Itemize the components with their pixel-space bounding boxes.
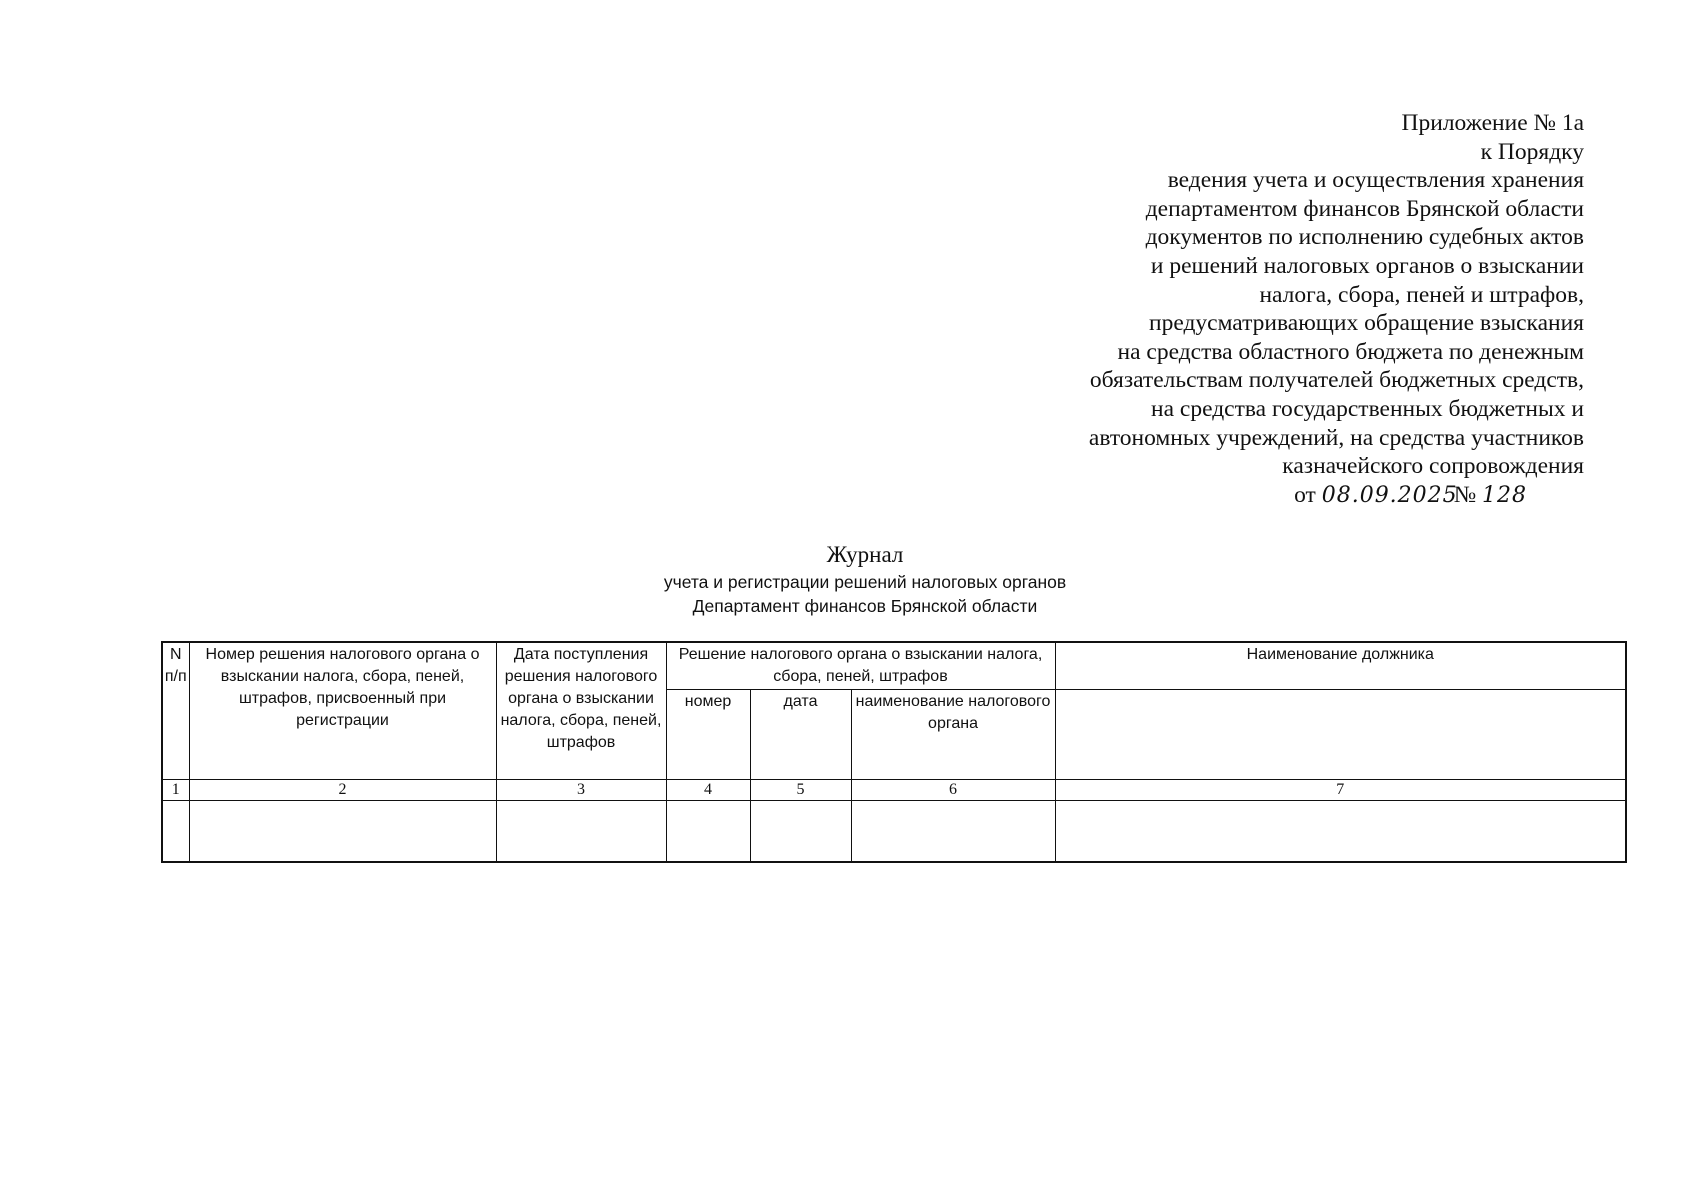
header-col-decision-no: номер [666,690,750,780]
appendix-line: на средства государственных бюджетных и [1151,395,1584,422]
appendix-date-line [1089,481,1584,511]
journal-table [161,641,1627,863]
column-number: 2 [189,780,496,801]
appendix-line: документов по исполнению судебных актов [1145,224,1584,251]
appendix-line: казначейского сопровождения [1282,453,1584,480]
header-col-number: N п/п [162,642,189,780]
journal-title: Журнал [826,542,904,567]
appendix-line: Приложение № 1а [1401,110,1584,136]
appendix-line: к Порядку [1480,138,1584,165]
number-label: № [1453,481,1477,508]
from-label: от [1294,481,1316,508]
empty-cell [750,801,851,863]
appendix-line: ведения учета и осуществления хранения [1167,167,1584,194]
column-number: 6 [851,780,1055,801]
header-group-decision: Решение налогового органа о взыскании налога, сбора, пеней, штрафов [666,642,1055,690]
appendix-line: предусматривающих обращение взыскания [1149,310,1584,337]
header-col-decision-number: Номер решения налогового органа о взыскании налога, сбора, пеней, штрафов, присвоенный при регистрации [189,642,496,780]
appendix-line: на средства областного бюджета по денежным [1117,338,1584,365]
column-number: 7 [1055,780,1626,801]
empty-cell [189,801,496,863]
handwritten-date: 08.09.2025 [1321,482,1458,508]
appendix-line: обязательствам получателей бюджетных средств, [1089,367,1584,394]
empty-cell [162,801,189,863]
empty-cell [666,801,750,863]
column-number: 1 [162,780,189,801]
header-row-top [162,642,1626,690]
header-col-tax-authority: наименование налогового органа [851,690,1055,780]
table-row [162,801,1626,863]
empty-cell [496,801,666,863]
handwritten-number: 128 [1482,482,1527,508]
empty-cell [851,801,1055,863]
empty-cell [1055,801,1626,863]
appendix-line: и решений налоговых органов о взыскании [1150,252,1584,279]
column-number: 4 [666,780,750,801]
column-number: 5 [750,780,851,801]
appendix-block [1089,109,1584,510]
column-number-row [162,780,1626,801]
header-col-debtor: Наименование должника [1055,642,1626,690]
journal-department: Департамент финансов Брянской области [692,596,1038,616]
appendix-line: автономных учреждений, на средства участников [1088,424,1584,451]
header-col-receipt-date: Дата поступления решения налогового органа о взыскании налога, сбора, пеней, штрафов [496,642,666,780]
journal-subtitle: учета и регистрации решений налоговых органов [663,572,1067,592]
header-col-debtor-empty [1055,690,1626,780]
appendix-line: налога, сбора, пеней и штрафов, [1259,281,1584,308]
journal-heading [0,540,1705,618]
column-number: 3 [496,780,666,801]
appendix-line: департаментом финансов Брянской области [1145,195,1584,222]
header-col-decision-date: дата [750,690,851,780]
